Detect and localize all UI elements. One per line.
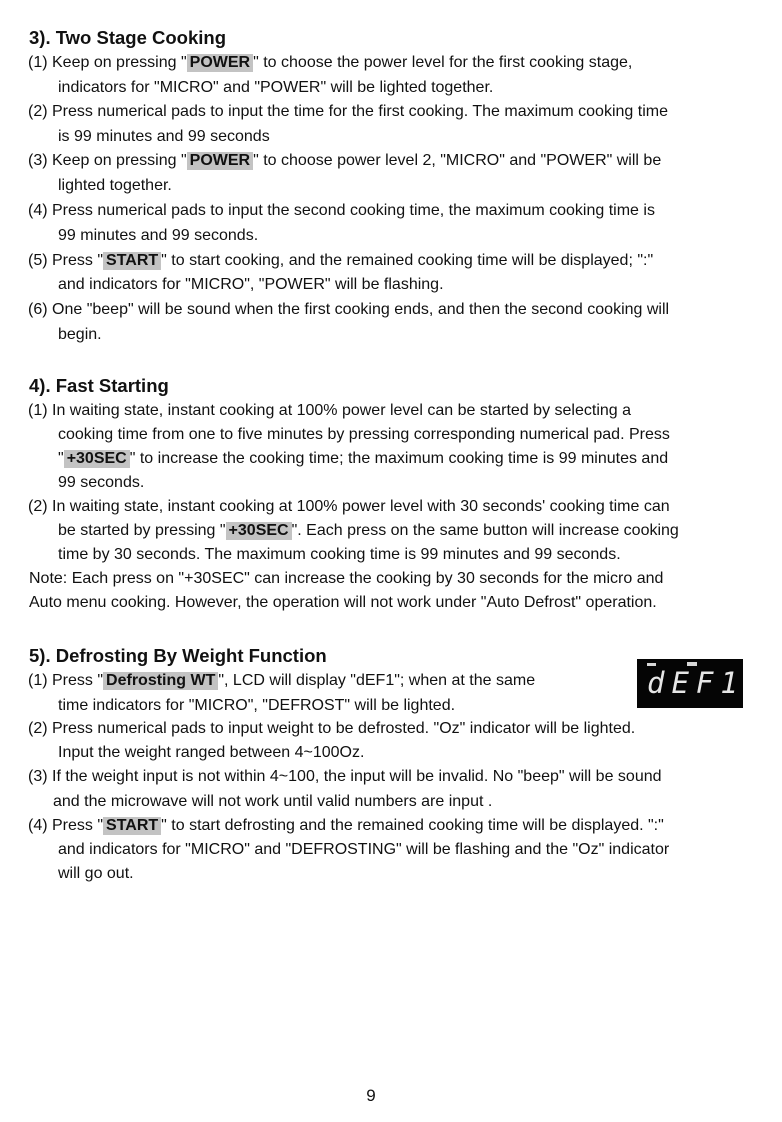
step-5-2-line-2: Input the weight ranged between 4~100Oz. xyxy=(58,744,365,761)
step-4-1-line-3: " +30SEC " to increase the cooking time; the maximum cooking time is 99 minutes and xyxy=(58,450,669,467)
step-5-4-line-3: will go out. xyxy=(58,865,134,882)
step-3-2-line-1: (2) Press numerical pads to input the time for the first cooking. The maximum cooking time xyxy=(28,103,668,120)
lcd-display-image xyxy=(637,659,743,708)
step-3-3-line-1: (3) Keep on pressing " POWER " to choose power level 2, "MICRO" and "POWER" will be xyxy=(28,152,662,169)
step-4-1-line-2: cooking time from one to five minutes by pressing corresponding numerical pad. Press xyxy=(58,426,670,443)
step-5-4-line-2: and indicators for "MICRO" and "DEFROSTING" will be flashing and the "Oz" indicator xyxy=(58,841,670,858)
step-3-3-line-2: lighted together. xyxy=(58,177,172,194)
section-title-defrosting-by-weight: 5). Defrosting By Weight Function xyxy=(29,645,327,666)
section-title-two-stage-cooking: 3). Two Stage Cooking xyxy=(29,27,226,48)
step-3-6-line-1: (6) One "beep" will be sound when the first cooking ends, and then the second cooking will xyxy=(28,301,670,318)
defrosting-wt-button-label: Defrosting WT xyxy=(103,672,218,690)
step-3-5-line-1: (5) Press " START " to start cooking, and the remained cooking time will be displayed; ":" xyxy=(28,252,654,269)
plus-30sec-button-label: +30SEC xyxy=(226,522,292,540)
step-3-1-line-1: (1) Keep on pressing " POWER " to choose the power level for the first cooking stage, xyxy=(28,54,633,71)
step-4-2-line-3: time by 30 seconds. The maximum cooking time is 99 minutes and 99 seconds. xyxy=(58,546,621,563)
step-4-2-line-2: be started by pressing " +30SEC ". Each press on the same button will increase cooking xyxy=(58,522,679,539)
section-title-fast-starting: 4). Fast Starting xyxy=(29,375,169,396)
step-4-2-line-1: (2) In waiting state, instant cooking at 100% power level with 30 seconds' cooking time can xyxy=(28,498,670,515)
step-3-6-line-2: begin. xyxy=(58,326,102,343)
power-button-label: POWER xyxy=(187,54,253,72)
step-4-1-line-1: (1) In waiting state, instant cooking at 100% power level can be started by selecting a xyxy=(28,402,632,419)
note-line-2: Auto menu cooking. However, the operation will not work under "Auto Defrost" operation. xyxy=(29,594,657,611)
step-5-4-line-1: (4) Press " START " to start defrosting and the remained cooking time will be displayed. ":" xyxy=(28,817,664,834)
step-3-4-line-1: (4) Press numerical pads to input the second cooking time, the maximum cooking time is xyxy=(28,202,655,219)
step-5-2-line-1: (2) Press numerical pads to input weight to be defrosted. "Oz" indicator will be lighted. xyxy=(28,720,636,737)
plus-30sec-button-label: +30SEC xyxy=(64,450,130,468)
start-button-label: START xyxy=(103,817,161,835)
note-line-1: Note: Each press on "+30SEC" can increase the cooking by 30 seconds for the micro and xyxy=(29,570,664,587)
step-3-4-line-2: 99 minutes and 99 seconds. xyxy=(58,227,259,244)
lcd-display-text: dEF1 xyxy=(647,666,745,700)
step-3-5-line-2: and indicators for "MICRO", "POWER" will be flashing. xyxy=(58,276,444,293)
step-4-1-line-4: 99 seconds. xyxy=(58,474,145,491)
start-button-label: START xyxy=(103,252,161,270)
power-button-label: POWER xyxy=(187,152,253,170)
page-number: 9 xyxy=(366,1086,376,1105)
step-3-1-line-2: indicators for "MICRO" and "POWER" will be lighted together. xyxy=(58,79,494,96)
step-5-1-line-1: (1) Press " Defrosting WT ", LCD will display "dEF1"; when at the same xyxy=(28,672,536,689)
step-5-3-line-2: and the microwave will not work until valid numbers are input . xyxy=(53,793,493,810)
step-3-2-line-2: is 99 minutes and 99 seconds xyxy=(58,128,270,145)
step-5-3-line-1: (3) If the weight input is not within 4~100, the input will be invalid. No "beep" will be sound xyxy=(28,768,662,785)
step-5-1-line-2: time indicators for "MICRO", "DEFROST" will be lighted. xyxy=(58,697,456,714)
